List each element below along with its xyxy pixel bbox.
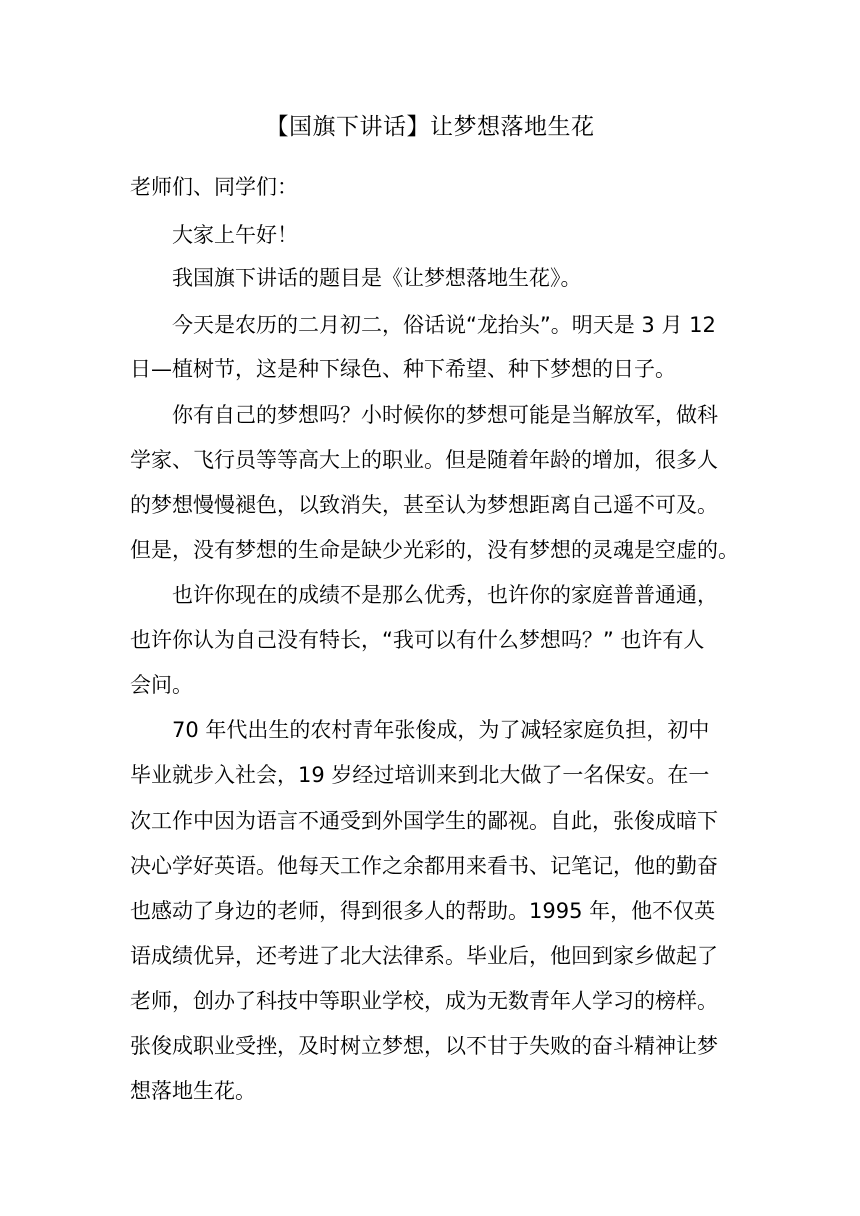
paragraph-line: 但是，没有梦想的生命是缺少光彩的，没有梦想的灵魂是空虚的。 [130,538,739,562]
paragraph-line: 你有自己的梦想吗？小时候你的梦想可能是当解放军，做科 [172,403,718,427]
greeting-line: 大家上午好！ [172,223,298,247]
topic-line: 我国旗下讲话的题目是《让梦想落地生花》。 [172,266,582,290]
paragraph-line: 次工作中因为语言不通受到外国学生的鄙视。自此，张俊成暗下 [130,809,718,833]
paragraph-line: 毕业就步入社会，19 岁经过培训来到北大做了一名保安。在一 [130,763,710,787]
paragraph-line: 70 年代出生的农村青年张俊成，为了减轻家庭负担，初中 [172,718,710,742]
paragraph-line: 也感动了身边的老师，得到很多人的帮助。1995 年，他不仅英 [130,899,716,923]
paragraph-line: 的梦想慢慢褪色，以致消失，甚至认为梦想距离自己遥不可及。 [130,493,718,517]
paragraph-line: 也许你现在的成绩不是那么优秀，也许你的家庭普普通通， [172,583,718,607]
paragraph-line: 学家、飞行员等等高大上的职业。但是随着年龄的增加，很多人 [130,448,718,472]
paragraph-line: 想落地生花。 [130,1079,256,1103]
document-title: 【国旗下讲话】让梦想落地生花 [265,114,595,140]
paragraph-line: 日—植树节，这是种下绿色、种下希望、种下梦想的日子。 [130,357,676,381]
paragraph-line: 会问。 [130,673,193,697]
salutation-line: 老师们、同学们： [130,175,298,199]
paragraph-line: 决心学好英语。他每天工作之余都用来看书、记笔记，他的勤奋 [130,854,718,878]
paragraph-line: 张俊成职业受挫，及时树立梦想，以不甘于失败的奋斗精神让梦 [130,1034,718,1058]
paragraph-line: 老师，创办了科技中等职业学校，成为无数青年人学习的榜样。 [130,989,718,1013]
paragraph-line: 今天是农历的二月初二，俗话说“龙抬头”。明天是 3 月 12 [172,313,716,337]
paragraph-line: 也许你认为自己没有特长，“我可以有什么梦想吗？” 也许有人 [130,628,705,652]
paragraph-line: 语成绩优异，还考进了北大法律系。毕业后，他回到家乡做起了 [130,944,718,968]
